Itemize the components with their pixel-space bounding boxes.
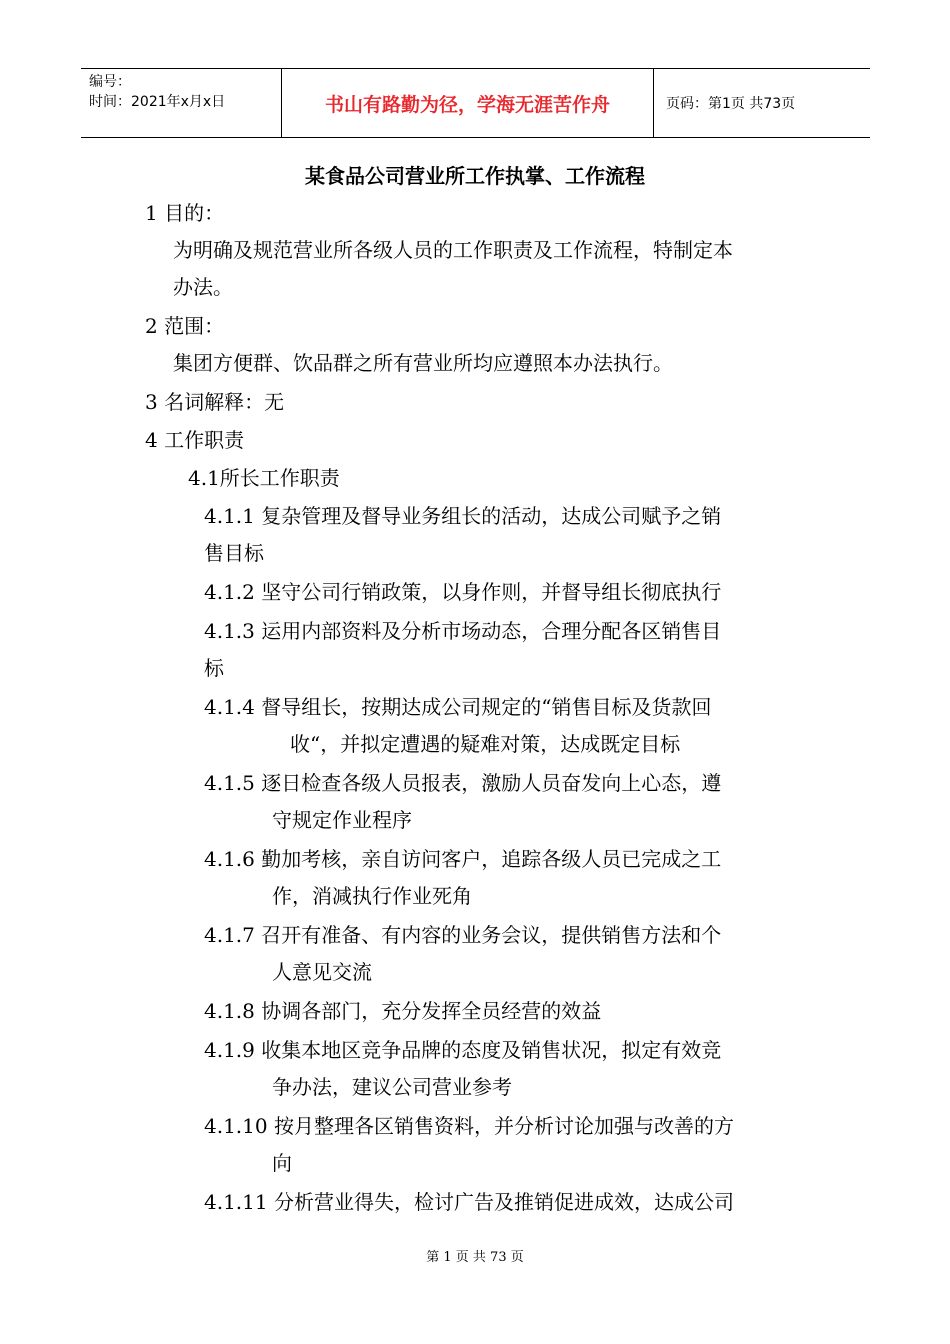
text-line: 4.1.11 分析营业得失，检讨广告及推销促进成效，达成公司: [204, 1190, 734, 1214]
text-line: 标: [204, 656, 224, 680]
page-header: [81, 68, 870, 138]
text-line: 守规定作业程序: [272, 808, 412, 832]
text-line: 集团方便群、饮品群之所有营业所均应遵照本办法执行。: [173, 351, 673, 375]
text-line: 4.1.9 收集本地区竞争品牌的态度及销售状况，拟定有效竞: [204, 1038, 722, 1062]
document-title: 某食品公司营业所工作执掌、工作流程: [305, 164, 645, 188]
text-line: 收“，并拟定遭遇的疑难对策，达成既定目标: [290, 732, 681, 756]
text-line: 作，消减执行作业死角: [272, 884, 472, 908]
text-line: 4.1.10 按月整理各区销售资料，并分析讨论加强与改善的方: [204, 1114, 734, 1138]
text-line: 人意见交流: [272, 960, 372, 984]
text-line: 4 工作职责: [145, 428, 245, 452]
text-line: 争办法，建议公司营业参考: [272, 1075, 512, 1099]
header-meta: [81, 69, 281, 137]
text-line: 4.1.2 坚守公司行销政策，以身作则，并督导组长彻底执行: [204, 580, 722, 604]
text-line: 4.1.8 协调各部门，充分发挥全员经营的效益: [204, 999, 602, 1023]
text-line: 4.1.5 逐日检查各级人员报表，激励人员奋发向上心态，遵: [204, 771, 722, 795]
page-footer: 第 1 页 共 73 页: [426, 1250, 524, 1265]
text-line: 售目标: [204, 541, 264, 565]
header-page-info: 页码：第1页 共73页: [666, 96, 796, 112]
text-line: 3 名词解释：无: [145, 390, 285, 414]
text-line: 2 范围：: [145, 314, 225, 338]
text-line: 为明确及规范营业所各级人员的工作职责及工作流程，特制定本: [173, 238, 733, 262]
text-line: 4.1.6 勤加考核，亲自访问客户，追踪各级人员已完成之工: [204, 847, 722, 871]
text-line: 办法。: [173, 275, 233, 299]
text-line: 向: [272, 1151, 292, 1175]
time-label: 时间：2021年x月x日: [89, 94, 226, 110]
text-line: 1 目的：: [145, 201, 225, 225]
text-line: 4.1所长工作职责: [188, 466, 340, 490]
text-line: 4.1.1 复杂管理及督导业务组长的活动，达成公司赋予之销: [204, 504, 722, 528]
text-line: 4.1.7 召开有准备、有内容的业务会议，提供销售方法和个: [204, 923, 722, 947]
number-label: 编号：: [89, 74, 131, 90]
text-line: 4.1.3 运用内部资料及分析市场动态，合理分配各区销售目: [204, 619, 722, 643]
header-motto: 书山有路勤为径，学海无涯苦作舟: [281, 69, 654, 137]
text-line: 4.1.4 督导组长，按期达成公司规定的“销售目标及货款回: [204, 695, 712, 719]
